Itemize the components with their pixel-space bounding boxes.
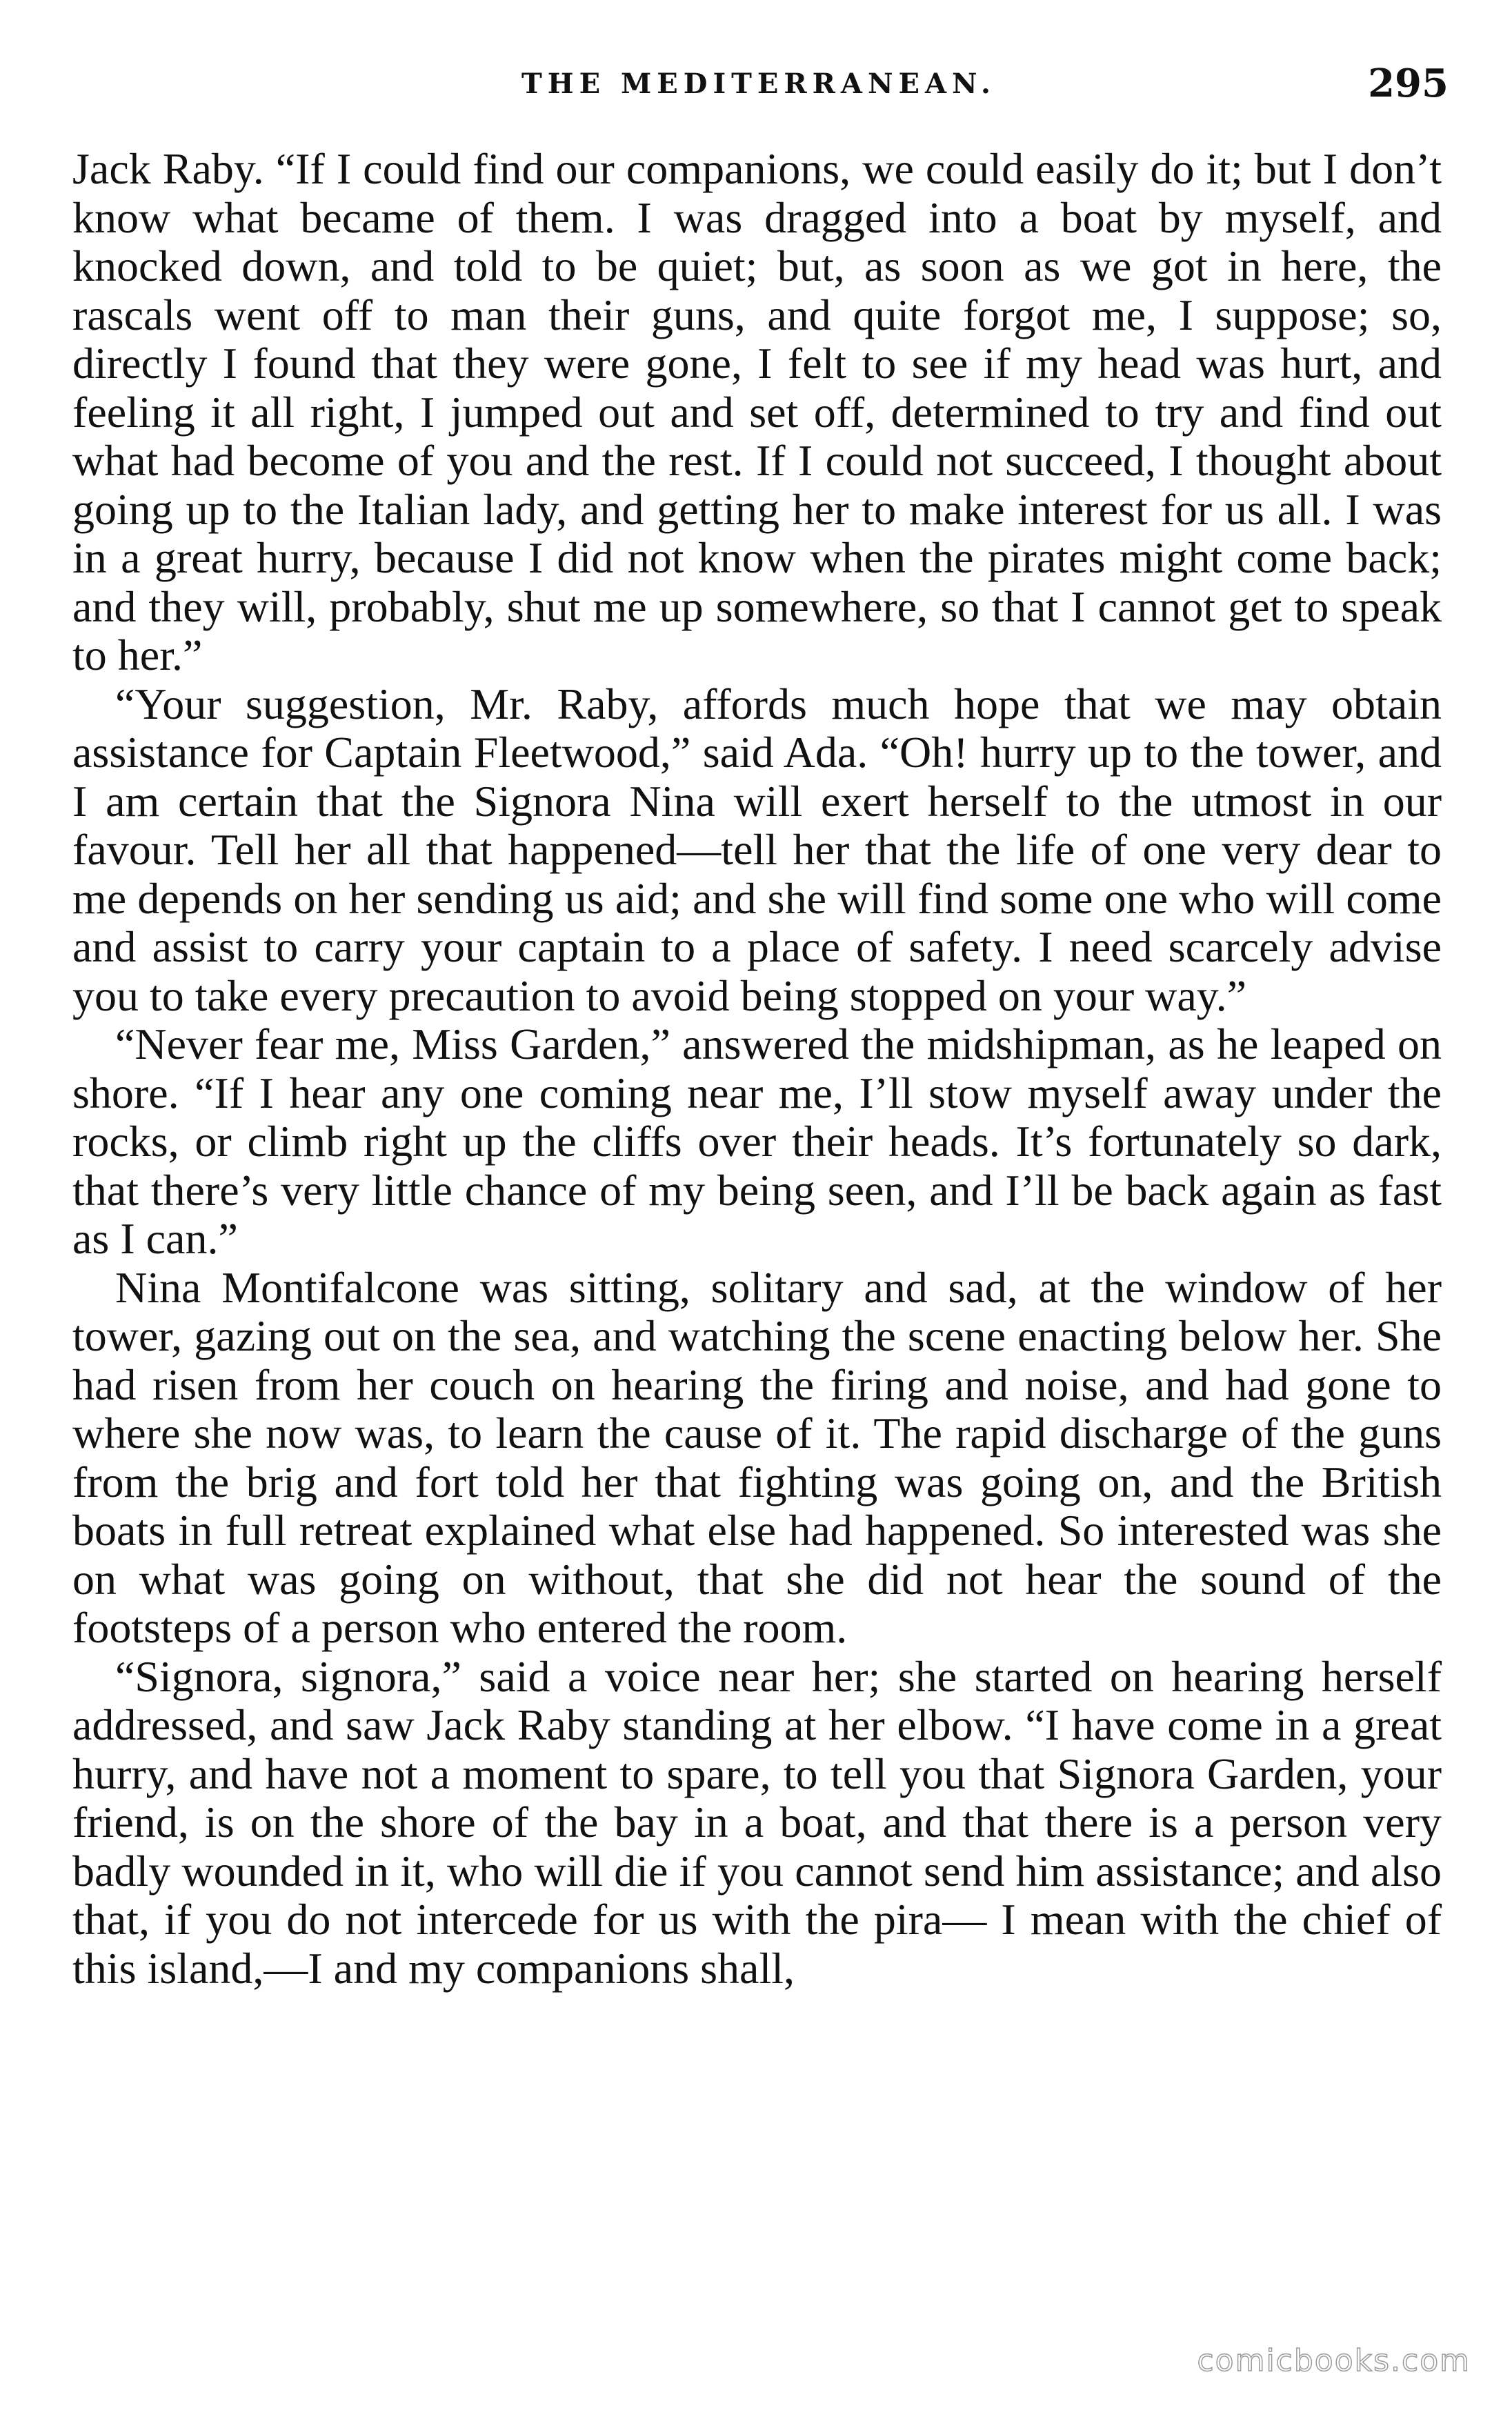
paragraph-4: Nina Montifalcone was sitting, solitary and sad, at the window of her tower, gazing out on the sea, and watching the scene enacting below her. She had risen from her couch on hearing the firing and noise, and had gone to where she now was, to learn the cause of it. The rapid discharge of the guns from the brig and fort told her that fighting was going on, and the British boats in full retreat explained what else had happened. So interested was she on what was going on without, that she did not hear the sound of the footsteps of a person who entered the room. xyxy=(72,1262,1442,1652)
paragraph-1: Jack Raby. “If I could find our companions, we could easily do it; but I don’t know what became of them. I was dragged into a boat by myself, and knocked down, and told to be quiet; but, as soon as we got in here, the rascals went off to man their guns, and quite forgot me, I suppose; so, directly I found that they were gone, I felt to see if my head was hurt, and feeling it all right, I jumped out and set off, determined to try and find out what had become of you and the rest. If I could not succeed, I thought about going up to the Italian lady, and getting her to make interest for us all. I was in a great hurry, because I did not know when the pirates might come back; and they will, probably, shut me up somewhere, so that I cannot get to speak to her.” xyxy=(72,144,1442,679)
running-head xyxy=(69,61,1449,137)
watermark: comicbooks.com xyxy=(1197,2343,1471,2378)
paragraph-2: “Your suggestion, Mr. Raby, affords much hope that we may obtain assistance for Captain Fleetwood,” said Ada. “Oh! hurry up to the tower, and I am certain that the Signora Nina will exert herself to the utmost in our favour. Tell her all that happened—tell her that the life of one very dear to me depends on her sending us aid; and she will find some one who will come and assist to carry your captain to a place of safety. I need scarcely advise you to take every precaution to avoid being stopped on your way.” xyxy=(72,679,1442,1020)
body-text xyxy=(72,145,1442,1993)
paragraph-5: “Signora, signora,” said a voice near her; she started on hearing herself addressed, and saw Jack Raby standing at her elbow. “I have come in a great hurry, and have not a moment to spare, to tell you that Signora Garden, your friend, is on the shore of the bay in a boat, and that there is a person very badly wounded in it, who will die if you cannot send him assistance; and also that, if you do not intercede for us with the pira— I mean with the chief of this island,—I and my companions shall, xyxy=(72,1651,1442,1993)
paragraph-3: “Never fear me, Miss Garden,” answered the midshipman, as he leaped on shore. “If I hear any one coming near me, I’ll stow myself away under the rocks, or climb right up the cliffs over their heads. It’s fortunately so dark, that there’s very little chance of my being seen, and I’ll be back again as fast as I can.” xyxy=(72,1019,1442,1263)
running-title: THE MEDITERRANEAN. xyxy=(521,68,996,100)
page-number: 295 xyxy=(1368,61,1449,106)
